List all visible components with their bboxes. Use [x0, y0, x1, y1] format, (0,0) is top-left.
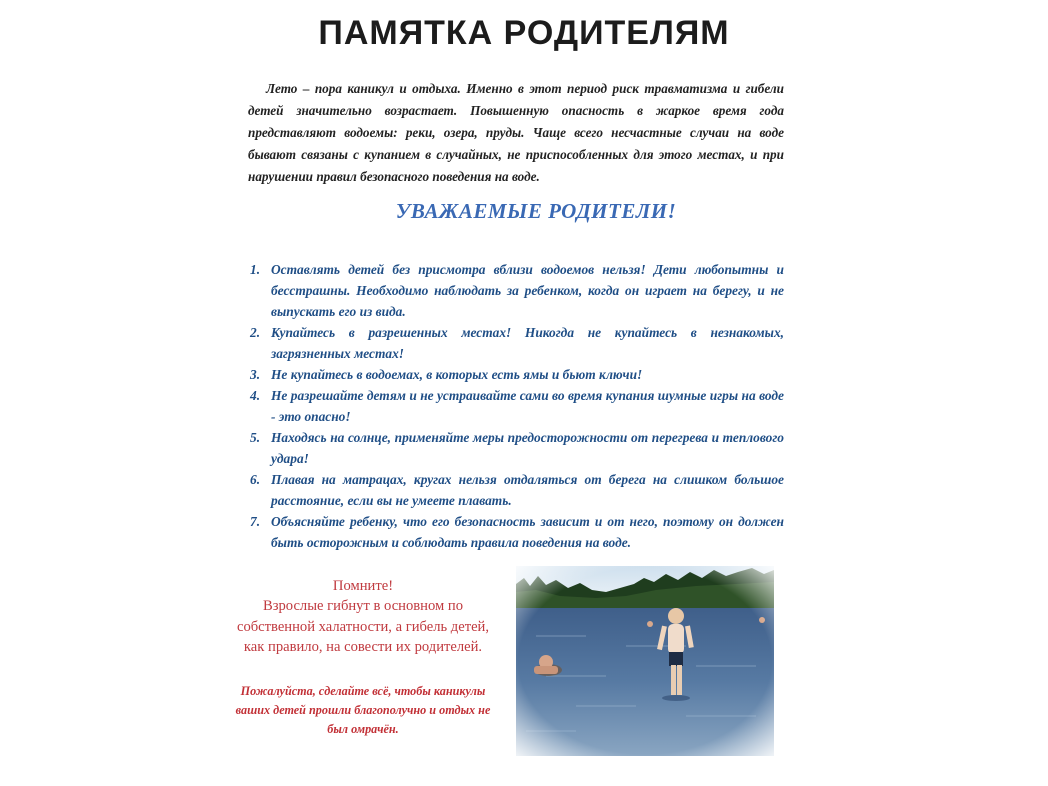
wish-note: Пожалуйста, сделайте всё, чтобы каникулы ваших детей прошли благополучно и отдых не был омрачён. [235, 684, 491, 736]
list-item [248, 364, 784, 385]
item-text: Не купайтесь в водоемах, в которых есть ямы и бьют ключи! [271, 367, 643, 382]
item-number: 6. [250, 472, 261, 487]
item-text: Плавая на матрацах, кругах нельзя отдаляться от берега на слишком большое расстояние, если вы не умеете плавать. [271, 472, 784, 508]
item-number: 4. [250, 388, 261, 403]
page-title: ПАМЯТКА РОДИТЕЛЯМ [318, 14, 730, 52]
item-text: Объясняйте ребенку, что его безопасность зависит и от него, поэтому он должен быть осторожным и соблюдать правила поведения на воде. [271, 514, 784, 550]
item-text: Купайтесь в разрешенных местах! Никогда не купайтесь в незнакомых, загрязненных местах! [271, 325, 784, 361]
item-number: 3. [250, 367, 261, 382]
rules-list [248, 259, 784, 553]
list-item [248, 259, 784, 322]
lake-photo [516, 566, 774, 756]
list-item [248, 511, 784, 553]
item-number: 1. [250, 262, 261, 277]
remember-note [226, 576, 500, 658]
item-text: Находясь на солнце, применяйте меры предосторожности от перегрева и теплового удара! [271, 430, 784, 466]
list-item [248, 322, 784, 364]
section-heading: УВАЖАЕМЫЕ РОДИТЕЛИ! [395, 199, 677, 223]
item-text: Не разрешайте детям и не устраивайте сами во время купания шумные игры на воде - это опасно! [271, 388, 784, 424]
list-item [248, 427, 784, 469]
intro-paragraph: Лето – пора каникул и отдыха. Именно в этот период риск травматизма и гибели детей значительно возрастает. Повышенную опасность в жаркое время года представляют водоемы: реки, озера, пруды. Чаще всего несчастные случаи на воде бывают связаны с купанием в случайных, не приспособленных для этого местах, и при нарушении правил безопасного поведения на воде. [248, 81, 784, 184]
item-number: 7. [250, 514, 261, 529]
item-number: 2. [250, 325, 261, 340]
list-item [248, 385, 784, 427]
remember-heading: Помните! [332, 578, 394, 594]
item-number: 5. [250, 430, 261, 445]
list-item [248, 469, 784, 511]
item-text: Оставлять детей без присмотра вблизи водоемов нельзя! Дети любопытны и бесстрашны. Необходимо наблюдать за ребенком, когда он играет на берегу, и не выпускать его из вида. [271, 262, 784, 319]
remember-text: Взрослые гибнут в основном по собственной халатности, а гибель детей, как правило, на совести их родителей. [236, 598, 490, 656]
